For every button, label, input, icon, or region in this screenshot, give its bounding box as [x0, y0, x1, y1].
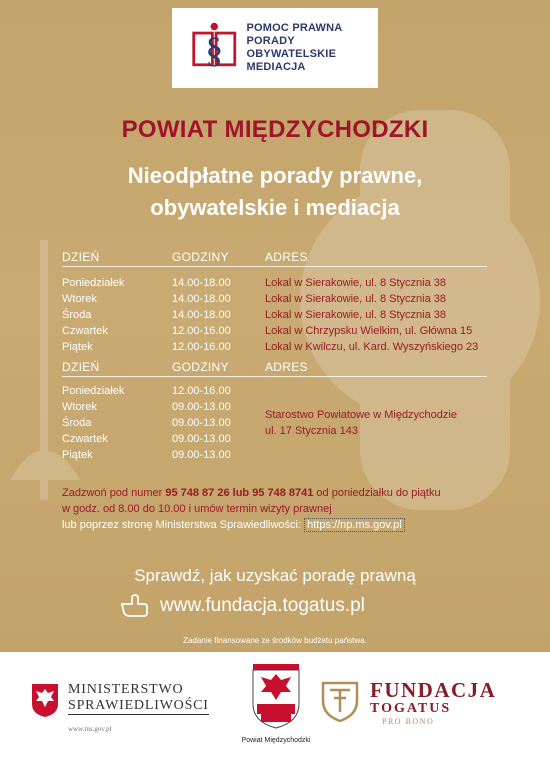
address-cell: Lokal w Kwilczu, ul. Kard. Wyszyńskiego 23 — [265, 341, 479, 353]
hours-cell: 09.00-13.00 — [172, 417, 231, 429]
fundacja-logo — [320, 678, 496, 726]
contact-info — [62, 485, 492, 533]
address-cell: Lokal w Chrzypsku Wielkim, ul. Główna 15 — [265, 325, 473, 337]
contact-line-2: w godz. od 8.00 do 10.00 i umów termin wizyty prawnej — [62, 503, 332, 515]
page-title: POWIAT MIĘDZYCHODZKI — [121, 116, 429, 143]
header-day: DZIEŃ — [62, 360, 100, 374]
table-header — [62, 360, 487, 377]
day-cell: Środa — [62, 417, 92, 429]
logo-line-1: POMOC PRAWNA — [246, 22, 343, 34]
subtitle-line-2: obywatelskie i mediacja — [150, 195, 400, 220]
subtitle — [0, 160, 550, 224]
day-cell: Piątek — [62, 341, 93, 353]
schedule-table-2 — [62, 360, 487, 463]
hours-cell: 12.00-16.00 — [172, 341, 231, 353]
header-address: ADRES — [265, 250, 308, 264]
footer-logos — [0, 652, 550, 768]
ministry-line-2: SPRAWIEDLIWOŚCI — [68, 698, 209, 713]
paragraph-book-icon — [190, 18, 239, 78]
day-cell: Poniedziałek — [62, 277, 125, 289]
hours-cell: 14.00-18.00 — [172, 309, 231, 321]
table-row — [62, 323, 487, 339]
program-logo — [172, 8, 378, 88]
table-row — [62, 399, 265, 415]
day-cell: Wtorek — [62, 293, 97, 305]
address-line-1: Starostwo Powiatowe w Międzychodzie — [265, 409, 457, 421]
county-crest-icon — [251, 660, 301, 730]
table-row — [62, 307, 487, 323]
website-link[interactable]: www.fundacja.togatus.pl — [160, 595, 365, 616]
header-address: ADRES — [265, 360, 308, 374]
hours-cell: 09.00-13.00 — [172, 449, 231, 461]
day-cell: Poniedziałek — [62, 385, 125, 397]
table-row — [62, 447, 265, 463]
logo-line-3: MEDIACJA — [246, 61, 306, 73]
website-row — [120, 594, 365, 618]
table-row — [62, 275, 487, 291]
powiat-caption: Powiat Międzychodzki — [241, 737, 311, 744]
hours-cell: 14.00-18.00 — [172, 277, 231, 289]
day-cell: Czwartek — [62, 433, 108, 445]
ministry-url: www.ms.gov.pl — [68, 725, 112, 733]
powiat-crest — [228, 660, 324, 744]
svg-text:§: § — [205, 29, 224, 70]
address-line-2: ul. 17 Stycznia 143 — [265, 425, 358, 437]
hours-cell: 14.00-18.00 — [172, 293, 231, 305]
table-row — [62, 291, 487, 307]
hours-cell: 09.00-13.00 — [172, 401, 231, 413]
hours-cell: 12.00-16.00 — [172, 325, 231, 337]
polish-eagle-icon — [30, 682, 60, 718]
fundacja-line-2: TOGATUS — [370, 701, 452, 716]
contact-line-3: lub poprzez stronę Ministerstwa Sprawiedliwości: — [62, 519, 305, 531]
contact-mid: lub — [229, 487, 253, 499]
cta-text: Sprawdź, jak uzyskać poradę prawną — [134, 566, 416, 585]
ministry-logo — [30, 682, 209, 733]
phone-1[interactable]: 95 748 87 26 — [165, 487, 230, 499]
togatus-shield-icon — [320, 680, 360, 724]
day-cell: Środa — [62, 309, 92, 321]
hours-cell: 12.00-16.00 — [172, 385, 231, 397]
address-cell: Lokal w Sierakowie, ul. 8 Stycznia 38 — [265, 293, 446, 305]
ministry-url-link[interactable]: https://np.ms.gov.pl — [304, 518, 405, 532]
hours-cell: 09.00-13.00 — [172, 433, 231, 445]
fundacja-line-1: FUNDACJA — [370, 678, 497, 702]
table-row — [62, 415, 265, 431]
header-hours: GODZINY — [172, 360, 229, 374]
day-cell: Czwartek — [62, 325, 108, 337]
address-cell: Lokal w Sierakowie, ul. 8 Stycznia 38 — [265, 277, 446, 289]
pointing-hand-icon — [120, 594, 148, 618]
phone-2[interactable]: 95 748 8741 — [252, 487, 314, 499]
header-day: DZIEŃ — [62, 250, 100, 264]
table-row — [62, 383, 265, 399]
contact-pre: Zadzwoń pod numer — [62, 487, 166, 499]
schedule-table-1 — [62, 250, 487, 355]
fundacja-line-3: PRO BONO — [382, 717, 435, 726]
address-cell: Lokal w Sierakowie, ul. 8 Stycznia 38 — [265, 309, 446, 321]
address-cell — [265, 383, 457, 463]
header-hours: GODZINY — [172, 250, 229, 264]
day-cell: Wtorek — [62, 401, 97, 413]
table-header — [62, 250, 487, 267]
subtitle-line-1: Nieodpłatne porady prawne, — [127, 163, 423, 188]
ministry-line-1: MINISTERSTWO — [68, 682, 184, 697]
day-cell: Piątek — [62, 449, 93, 461]
funding-note: Zadanie finansowane ze środków budżetu państwa. — [183, 636, 367, 645]
table-row — [62, 339, 487, 355]
contact-post: od poniedziałku do piątku — [313, 487, 441, 499]
logo-line-2: PORADY OBYWATELSKIE — [246, 35, 337, 60]
table-row — [62, 431, 265, 447]
